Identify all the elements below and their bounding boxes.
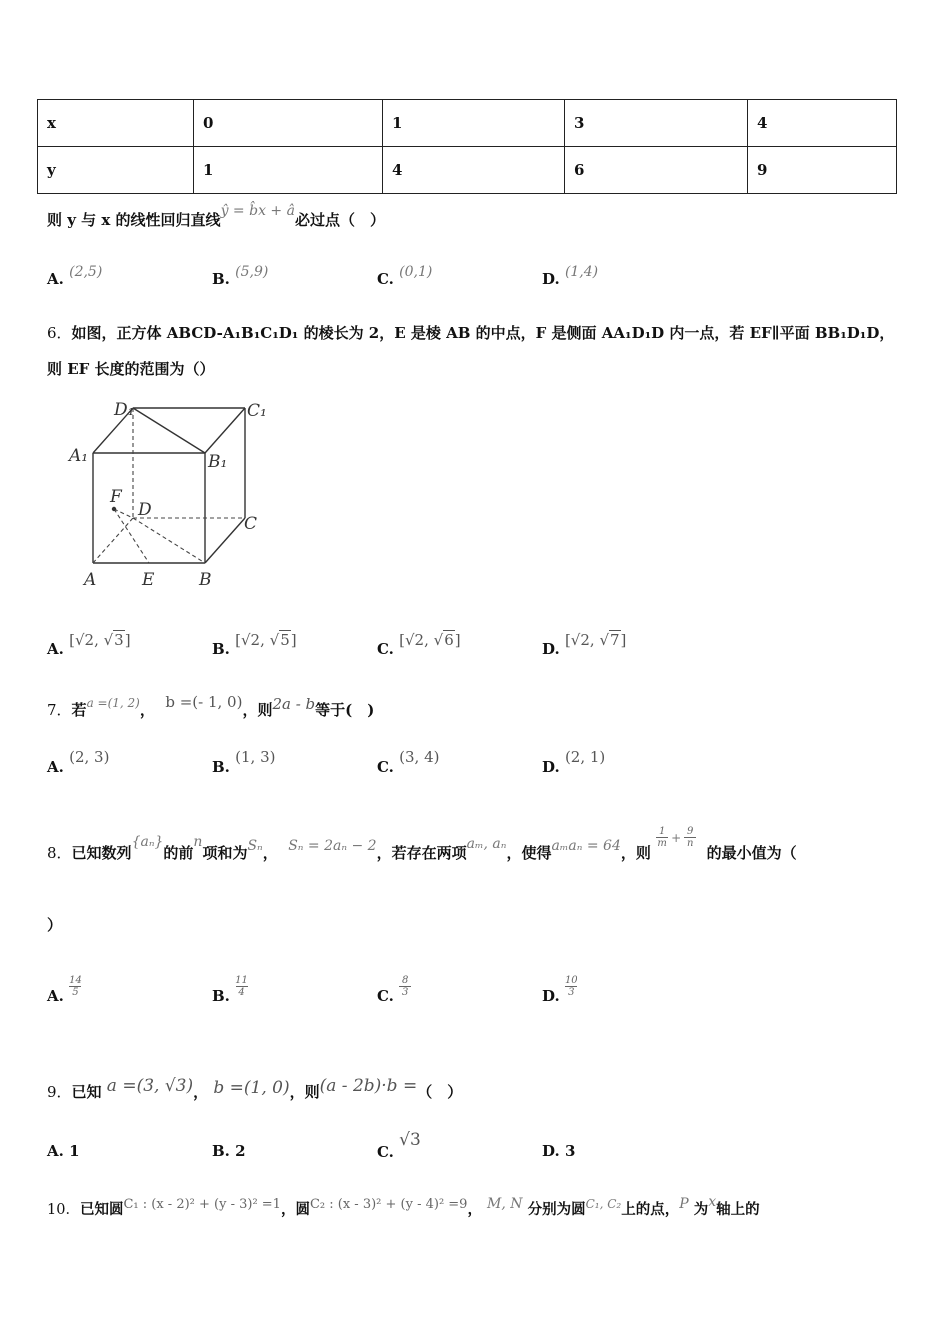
option-value: [√2, √5] (235, 631, 297, 649)
q8-option-a[interactable] (47, 975, 82, 1016)
q8-n: n (193, 834, 203, 850)
q9-text: ，则 (289, 1083, 320, 1101)
option-label: C. (377, 640, 394, 658)
q9-option-d[interactable] (542, 1142, 575, 1160)
label-d: D (138, 500, 152, 520)
option-value (565, 975, 578, 998)
option-label: C. (377, 987, 394, 1005)
fraction (656, 826, 668, 849)
q8-stem (47, 826, 797, 873)
table-cell: 9 (748, 147, 897, 194)
option-label: A. (47, 640, 64, 658)
q7-option-c[interactable] (377, 748, 440, 776)
numerator: 1 (658, 826, 666, 837)
edge-b1c1 (205, 408, 245, 453)
option-label: C. (377, 1143, 394, 1161)
q7-stem (47, 693, 375, 721)
q10-stem (47, 1194, 760, 1221)
segment-fd (114, 509, 133, 518)
option-value: (2, 3) (69, 748, 110, 766)
q8-number: 8． (47, 844, 72, 862)
q6-option-b[interactable] (212, 631, 297, 658)
q8-text: 的前 (163, 844, 194, 862)
label-b1: B₁ (208, 452, 228, 472)
option-radicand: 3 (114, 631, 124, 649)
q9-stem (47, 1076, 463, 1102)
option-interval-left: [√2, (399, 631, 434, 649)
q5-stem (47, 203, 385, 231)
q5-option-b[interactable] (212, 264, 269, 288)
q10-point-p: P (679, 1196, 689, 1212)
option-value: [√2, √7] (564, 631, 627, 649)
numerator: 14 (69, 975, 82, 986)
q8-text: ，使得 (506, 844, 552, 862)
option-interval-right: ] (124, 631, 131, 649)
point-f (112, 507, 116, 511)
q8-option-c[interactable] (377, 975, 411, 1016)
q7-number: 7． (47, 701, 72, 719)
option-interval-left: [√2, (235, 631, 270, 649)
option-label: A. (47, 1142, 64, 1160)
q10-text: ， (467, 1201, 482, 1218)
q7-vector-a: a =(1, 2) (86, 696, 140, 710)
option-value (69, 975, 82, 998)
q5-stem-end: 必过点（ ） (294, 211, 385, 229)
q8-text: 项和为 (202, 844, 248, 862)
option-label: B. (212, 987, 230, 1005)
edge-bc (205, 518, 245, 563)
fraction (684, 826, 696, 849)
hidden-diagonal-db (133, 518, 205, 563)
q9-text: ， (193, 1083, 209, 1101)
table-cell: 0 (194, 100, 383, 147)
table-cell: 4 (748, 100, 897, 147)
q6-stem-line1 (47, 323, 894, 343)
q10-circle-c1: C₁ : (x - 2)² + (y - 3)² =1 (123, 1197, 281, 1212)
q10-points-mn: M, N (487, 1196, 523, 1212)
option-value: (1, 3) (235, 748, 276, 766)
numerator: 10 (564, 975, 578, 986)
option-value: [√2, √6] (399, 631, 461, 649)
q9-text: （ ） (417, 1083, 463, 1101)
q10-circles: C₁, C₂ (585, 1197, 622, 1211)
q7-text: 等于( ) (315, 701, 375, 719)
q5-option-d[interactable] (542, 264, 599, 288)
q10-circle-c2: C₂ : (x - 3)² + (y - 4)² =9 (309, 1197, 468, 1212)
q7-text: 若 (71, 701, 87, 719)
numerator: 9 (687, 826, 694, 837)
option-label: A. (47, 270, 64, 288)
q8-option-d[interactable] (542, 975, 578, 1016)
xy-data-table (37, 99, 897, 194)
option-value: (1,4) (564, 264, 599, 280)
cube-figure (60, 395, 280, 595)
q8-text: 已知数列 (71, 844, 132, 862)
option-value: (2, 1) (564, 748, 606, 766)
option-label: D. (542, 270, 560, 288)
label-c: C (244, 514, 258, 534)
label-d1: D₁ (114, 400, 135, 420)
option-label: D. (542, 640, 560, 658)
option-label: D. (542, 987, 560, 1005)
label-b: B (199, 570, 212, 590)
hidden-edge-ad (93, 518, 133, 563)
label-c1: C₁ (247, 401, 267, 421)
q6-text: 则 EF 长度的范围为（） (47, 360, 215, 378)
q10-text: 轴上的 (716, 1201, 760, 1218)
q7-option-b[interactable] (212, 748, 276, 776)
option-interval-left: [√2, (564, 631, 600, 649)
q6-text: 如图，正方体 ABCD-A₁B₁C₁D₁ 的棱长为 2，E 是棱 AB 的中点，F 是侧面 AA₁D₁D 内一点，若 EF∥平面 BB₁D₁D， (71, 324, 895, 342)
q7-text: ，则 (242, 701, 273, 719)
q7-option-d[interactable] (542, 748, 606, 776)
table-row (38, 100, 897, 147)
denominator: 3 (568, 987, 575, 998)
q10-x-axis: x (708, 1194, 717, 1210)
option-label: C. (377, 270, 394, 288)
q6-option-c[interactable] (377, 631, 461, 658)
q6-option-a[interactable] (47, 631, 131, 658)
option-value: 1 (69, 1142, 80, 1160)
q7-vector-b: b =(- 1, 0) (165, 693, 243, 711)
q8-target-expression (656, 826, 696, 849)
q10-text: 上的点， (621, 1201, 680, 1218)
option-value: 3 (564, 1142, 576, 1160)
option-label: A. (47, 987, 64, 1005)
q6-number: 6． (47, 324, 72, 342)
plus-sign: + (671, 830, 682, 845)
option-interval-left: [√2, (69, 631, 104, 649)
option-value (235, 975, 248, 998)
option-interval-right: ] (454, 631, 461, 649)
label-f: F (110, 487, 122, 507)
q10-number: 10． (47, 1202, 80, 1218)
q8-sequence: {aₙ} (131, 834, 164, 850)
q5-regression-formula: ŷ = b̂x + â (220, 203, 295, 219)
numerator: 8 (401, 975, 409, 986)
q6-option-d[interactable] (542, 631, 627, 658)
option-label: B. (212, 1142, 230, 1160)
numerator: 11 (235, 975, 248, 986)
table-cell: y (38, 147, 194, 194)
q8-sn: Sₙ (247, 838, 263, 854)
q6-stem-line2 (47, 359, 215, 379)
q9-expression: (a - 2b)·b = (319, 1076, 418, 1096)
option-interval-right: ] (620, 631, 627, 649)
q10-text: 为 (693, 1201, 709, 1218)
label-a: A (84, 570, 97, 590)
denominator: 5 (72, 987, 79, 998)
option-value: √3 (399, 1130, 421, 1150)
denominator: 4 (238, 987, 245, 998)
table-cell: 4 (383, 147, 565, 194)
option-radicand: 7 (610, 631, 620, 649)
q7-option-a[interactable] (47, 748, 110, 776)
q8-text: ，若存在两项 (376, 844, 467, 862)
q5-option-c[interactable] (377, 264, 433, 288)
option-label: D. (542, 1142, 560, 1160)
table-cell: 1 (194, 147, 383, 194)
option-label: C. (377, 758, 394, 776)
option-value: (0,1) (399, 264, 433, 280)
table-cell: 3 (565, 100, 748, 147)
q5-option-a[interactable] (47, 264, 103, 288)
q9-vector-b: b =(1, 0) (213, 1078, 290, 1098)
option-label: D. (542, 758, 560, 776)
option-radicand: 5 (280, 631, 290, 649)
label-a1: A₁ (69, 446, 89, 466)
q9-text: 已知 (71, 1083, 102, 1101)
option-value: (2,5) (69, 264, 103, 280)
q8-text: ，则 (620, 844, 651, 862)
table-row (38, 147, 897, 194)
option-value: [√2, √3] (69, 631, 131, 649)
table-cell: 1 (383, 100, 565, 147)
q8-close-paren: ） (47, 916, 63, 934)
q10-text: ，圆 (280, 1201, 310, 1218)
q9-option-b[interactable] (212, 1142, 246, 1160)
option-radicand: 6 (444, 631, 454, 649)
option-label: B. (212, 270, 230, 288)
q7-text: ， (139, 701, 155, 719)
option-value: (3, 4) (399, 748, 440, 766)
denominator: 3 (401, 987, 409, 998)
option-label: A. (47, 758, 64, 776)
q8-option-b[interactable] (212, 975, 248, 1016)
q9-vector-a: a =(3, √3) (106, 1076, 194, 1096)
q9-option-a[interactable] (47, 1142, 80, 1160)
q10-text: 分别为圆 (527, 1201, 586, 1218)
label-e: E (142, 570, 155, 590)
option-label: B. (212, 758, 230, 776)
option-value: 2 (235, 1142, 246, 1160)
table-cell: x (38, 100, 194, 147)
q8-text: ， (262, 844, 278, 862)
table-cell: 6 (565, 147, 748, 194)
q8-product: aₘaₙ = 64 (551, 838, 621, 854)
option-label: B. (212, 640, 230, 658)
q10-text: 已知圆 (79, 1201, 124, 1218)
q7-expression: 2a - b (272, 695, 316, 713)
q5-stem-text: 则 y 与 x 的线性回归直线 (47, 211, 221, 229)
denominator: n (686, 838, 694, 849)
denominator: m (657, 838, 667, 849)
q8-relation: Sₙ = 2aₙ − 2 (288, 838, 377, 854)
option-value (399, 975, 411, 998)
option-value: (5,9) (235, 264, 269, 280)
q8-text: 的最小值为（ (706, 844, 797, 862)
q8-terms: aₘ, aₙ (466, 836, 507, 852)
q9-option-c[interactable] (377, 1130, 421, 1162)
diagonal-d1b1 (133, 408, 205, 453)
q9-number: 9． (47, 1083, 72, 1101)
option-interval-right: ] (290, 631, 297, 649)
